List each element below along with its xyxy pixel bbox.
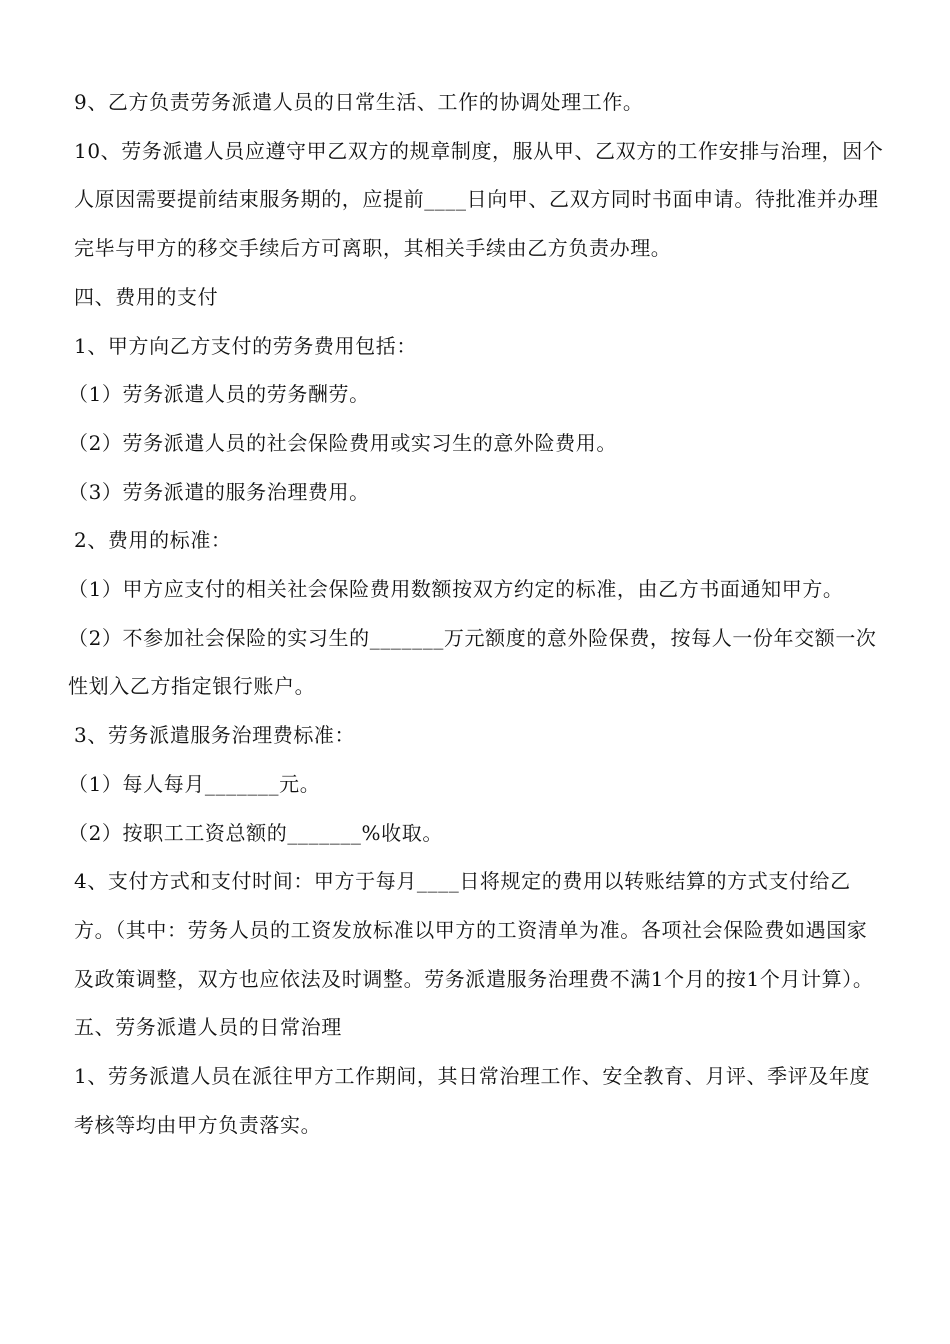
document-body [68, 78, 886, 1149]
fee-item-1-sub-1: （1）劳务派遣人员的劳务酬劳。 [68, 382, 370, 407]
fee-item-3-sub-1: （1）每人每月_______元。 [68, 771, 321, 796]
section-heading-4: 四、费用的支付 [74, 284, 219, 309]
management-item-1: 1、劳务派遣人员在派往甲方工作期间，其日常治理工作、安全教育、月评、季评及年度考核等均由甲方负责落实。 [74, 1064, 871, 1137]
section-heading-5: 五、劳务派遣人员的日常治理 [74, 1015, 342, 1040]
fee-item-3: 3、劳务派遣服务治理费标准： [74, 723, 356, 748]
fee-item-1-sub-3: （3）劳务派遣的服务治理费用。 [68, 479, 370, 504]
fee-item-2-sub-2: （2）不参加社会保险的实习生的_______万元额度的意外险保费，按每人一份年交额一次性划入乙方指定银行账户。 [68, 625, 877, 699]
clause-10: 10、劳务派遣人员应遵守甲乙双方的规章制度，服从甲、乙双方的工作安排与治理，因个人原因需要提前结束服务期的，应提前____日向甲、乙双方同时书面申请。待批准并办理完毕与甲方的移交手续后方可离职，其相关手续由乙方负责办理。 [74, 138, 884, 261]
fee-item-1: 1、甲方向乙方支付的劳务费用包括： [74, 333, 417, 358]
fee-item-4: 4、支付方式和支付时间：甲方于每月____日将规定的费用以转账结算的方式支付给乙方。（其中：劳务人员的工资发放标准以甲方的工资清单为准。各项社会保险费如遇国家及政策调整，双方也应依法及时调整。劳务派遣服务治理费不满1个月的按1个月计算）。 [74, 869, 874, 991]
fee-item-1-sub-2: （2）劳务派遣人员的社会保险费用或实习生的意外险费用。 [68, 430, 617, 455]
clause-9: 9、乙方负责劳务派遣人员的日常生活、工作的协调处理工作。 [74, 90, 644, 114]
fee-item-2: 2、费用的标准： [74, 528, 232, 553]
fee-item-3-sub-2: （2）按职工工资总额的_______%收取。 [68, 820, 443, 845]
fee-item-2-sub-1: （1）甲方应支付的相关社会保险费用数额按双方约定的标准，由乙方书面通知甲方。 [68, 577, 844, 602]
